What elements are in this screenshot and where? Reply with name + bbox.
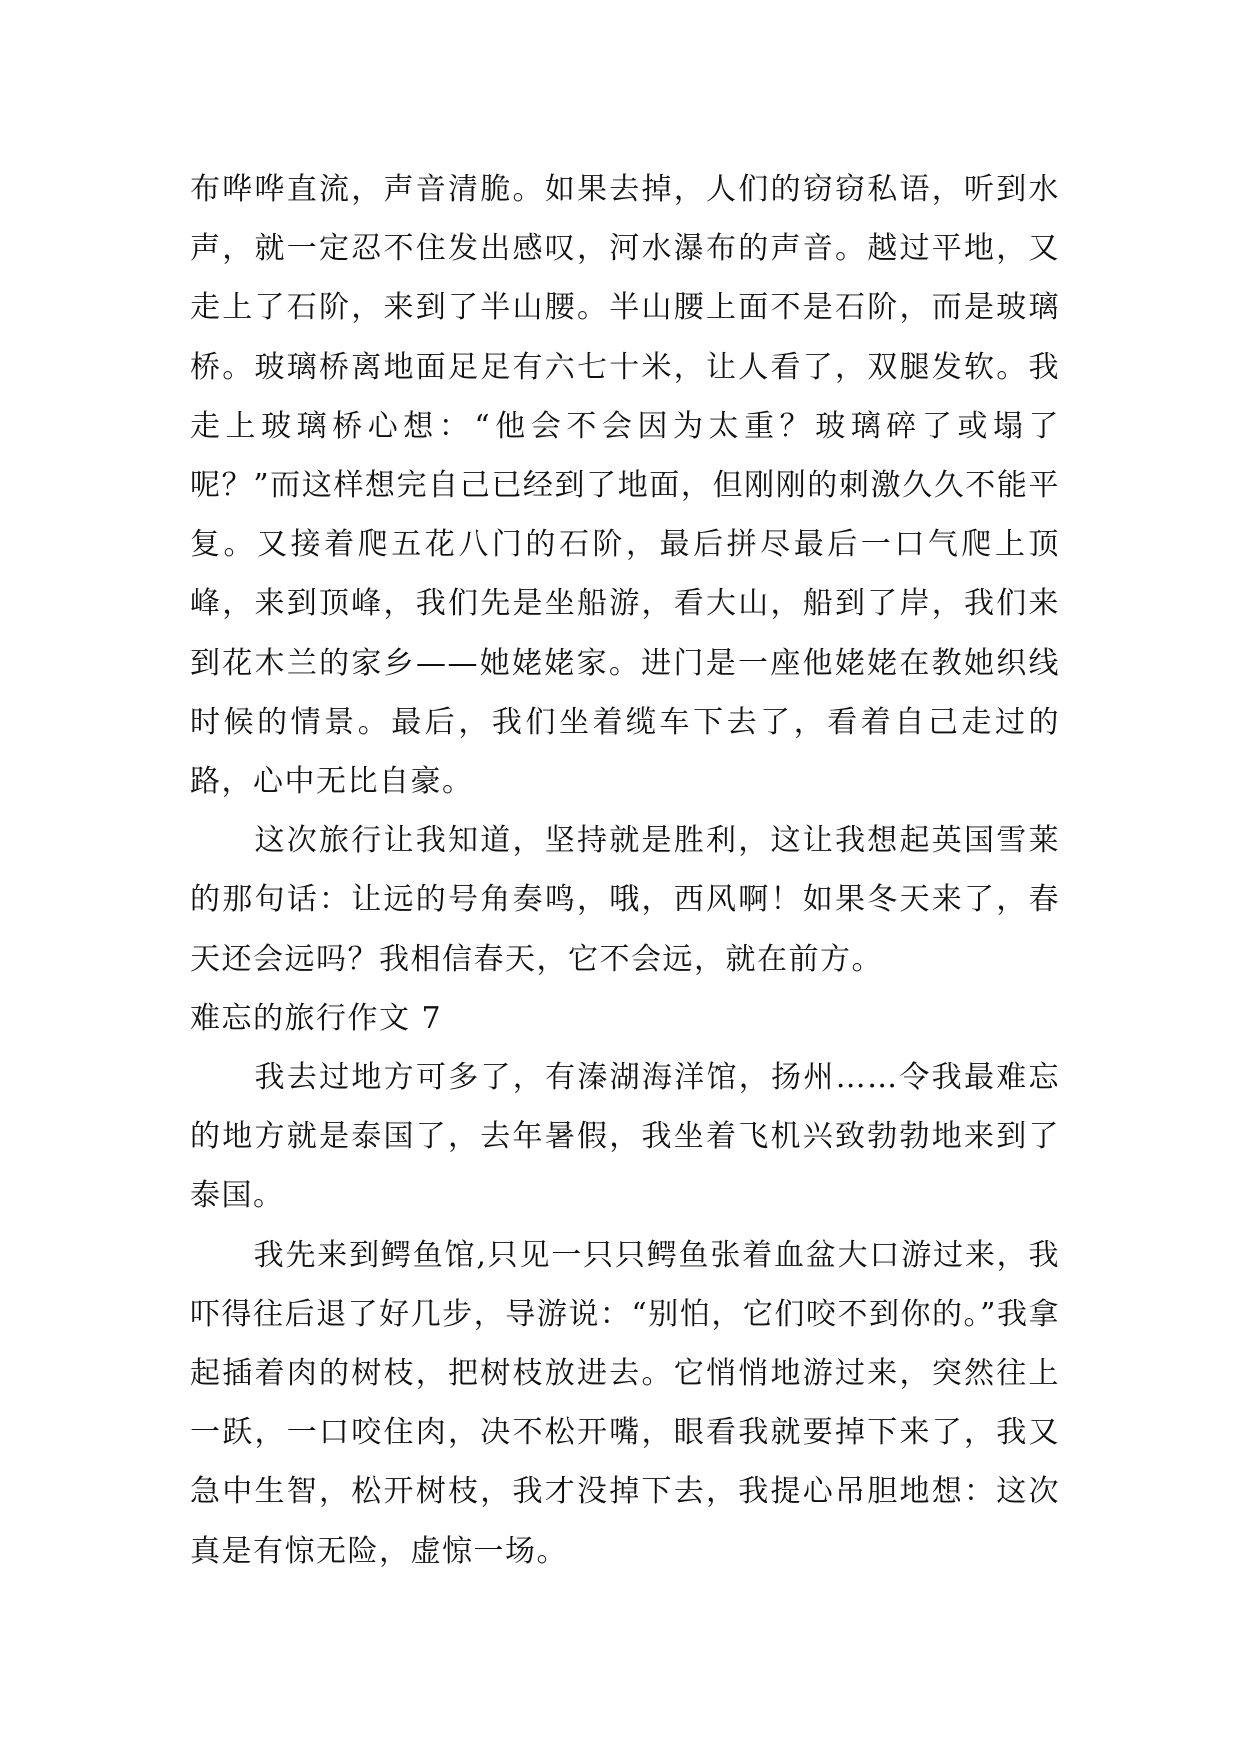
document-body — [190, 160, 1060, 1581]
paragraph-4: 我先来到鳄鱼馆,只见一只只鳄鱼张着血盆大口游过来，我吓得往后退了好几步，导游说：“别怕，它们咬不到你的。”我拿起插着肉的树枝，把树枝放进去。它悄悄地游过来，突然往上一跃，一口咬住肉，决不松开嘴，眼看我就要掉下来了，我又急中生智，松开树枝，我才没掉下去，我提心吊胆地想：这次真是有惊无险，虚惊一场。 — [190, 1237, 1060, 1569]
paragraph-2: 这次旅行让我知道，坚持就是胜利，这让我想起英国雪莱的那句话：让远的号角奏鸣，哦，西风啊！如果冬天来了，春天还会远吗？我相信春天，它不会远，就在前方。 — [190, 823, 1060, 977]
section-heading: 难忘的旅行作文 7 — [190, 1000, 443, 1036]
paragraph-1: 布哗哗直流，声音清脆。如果去掉，人们的窃窃私语，听到水声，就一定忍不住发出感叹，河水瀑布的声音。越过平地，又走上了石阶，来到了半山腰。半山腰上面不是石阶，而是玻璃桥。玻璃桥离地面足足有六七十米，让人看了，双腿发软。我走上玻璃桥心想：“他会不会因为太重？玻璃碎了或塌了呢？”而这样想完自己已经到了地面，但刚刚的刺激久久不能平复。又接着爬五花八门的石阶，最后拼尽最后一口气爬上顶峰，来到顶峰，我们先是坐船游，看大山，船到了岸，我们来到花木兰的家乡——她姥姥家。进门是一座他姥姥在教她织线时候的情景。最后，我们坐着缆车下去了，看着自己走过的路，心中无比自豪。 — [190, 172, 1060, 800]
paragraph-3: 我去过地方可多了，有溱湖海洋馆，扬州……令我最难忘的地方就是泰国了，去年暑假，我坐着飞机兴致勃勃地来到了泰国。 — [190, 1060, 1060, 1214]
